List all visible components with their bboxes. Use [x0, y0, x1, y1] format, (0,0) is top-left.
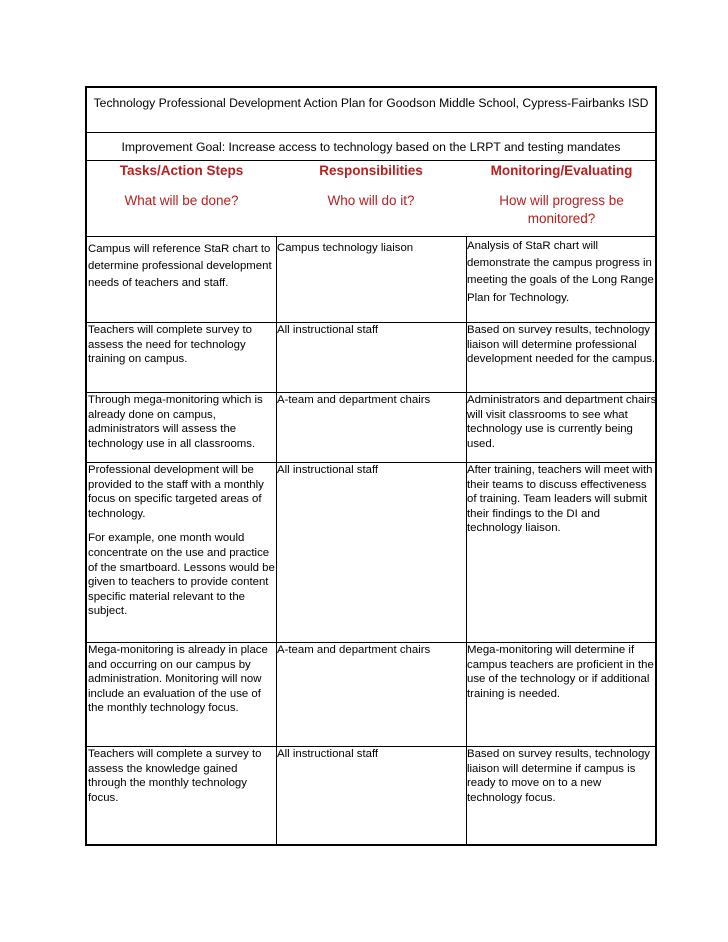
task-text: Professional development will be provided to the staff with a monthly focus on specific targeted areas of technology. [88, 464, 264, 520]
task-cell [87, 236, 276, 293]
document-title: Technology Professional Development Action Plan for Goodson Middle School, Cypress-Fairbanks ISD [93, 96, 649, 110]
header-responsibilities-subtitle: Who will do it? [327, 193, 415, 208]
action-plan-table [85, 86, 657, 846]
header-tasks-subtitle: What will be done? [124, 193, 239, 208]
monitoring-cell: After training, teachers will meet with their teams to discuss effectiveness of training. Team leaders will submit their findings to the DI and technology liaison. [467, 464, 653, 535]
responsibility-cell: A-team and department chairs [277, 644, 431, 656]
monitoring-cell: Based on survey results, technology liaison will determine if campus is ready to move on to a new technology focus. [467, 748, 650, 804]
header-tasks-title: Tasks/Action Steps [119, 163, 244, 178]
header-monitoring-title: Monitoring/Evaluating [490, 163, 633, 178]
task-cell [87, 642, 276, 716]
task-cell [87, 322, 276, 367]
task-text: Mega-monitoring is already in place and occurring on our campus by administration. Monitoring will now include an evaluation of the use of the monthly technology focus. [88, 644, 268, 715]
header-responsibilities [276, 160, 466, 236]
task-text: Teachers will complete a survey to assess the knowledge gained through the monthly technology focus. [88, 748, 262, 804]
task-text: Campus will reference StaR chart to determine professional development needs of teachers and staff. [88, 243, 272, 290]
monitoring-cell: Based on survey results, technology liaison will determine professional development needed for the campus. [467, 324, 656, 366]
task-cell [87, 392, 276, 451]
improvement-goal: Improvement Goal: Increase access to technology based on the LRPT and testing mandates [121, 140, 621, 154]
monitoring-cell: Analysis of StaR chart will demonstrate the campus progress in meeting the goals of the Long Range Plan for Technology. [467, 240, 654, 304]
monitoring-cell: Mega-monitoring will determine if campus teachers are proficient in the use of the technology or if additional training is needed. [467, 644, 654, 700]
responsibility-cell: All instructional staff [277, 464, 379, 476]
monitoring-cell: Administrators and department chairs will visit classrooms to see what technology use is currently being used. [467, 394, 657, 450]
task-text: For example, one month would concentrate on the use and practice of the smartboard. Lessons would be given to teachers to provide content specific material relevant to the subject. [88, 532, 275, 618]
task-text: Teachers will complete survey to assess the need for technology training on campus. [88, 324, 252, 366]
responsibility-cell: All instructional staff [277, 748, 379, 760]
header-tasks [87, 160, 276, 236]
header-monitoring-subtitle: How will progress be monitored? [499, 193, 624, 226]
responsibility-cell: Campus technology liaison [277, 242, 414, 254]
header-monitoring [466, 160, 657, 236]
header-responsibilities-title: Responsibilities [319, 163, 423, 178]
task-cell [87, 746, 276, 805]
responsibility-cell: A-team and department chairs [277, 394, 431, 406]
task-cell [87, 462, 276, 619]
responsibility-cell: All instructional staff [277, 324, 379, 336]
task-text: Through mega-monitoring which is already done on campus, administrators will assess the technology use in all classrooms. [88, 394, 263, 450]
